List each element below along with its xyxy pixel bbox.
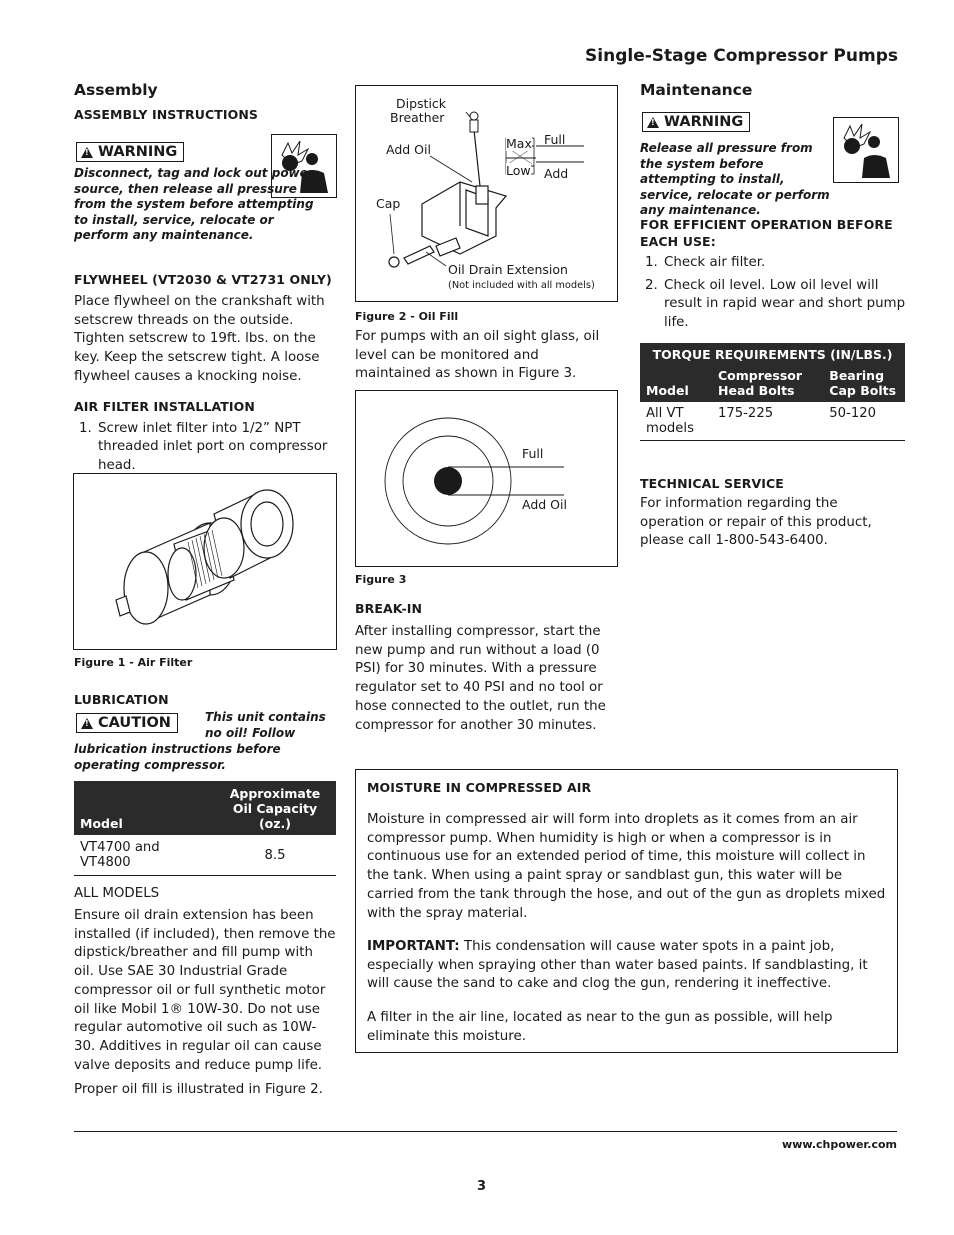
fig3-label-full: Full: [522, 446, 544, 461]
fig2-label-drain-note: (Not included with all models): [448, 280, 595, 291]
warning-triangle-icon: [647, 117, 659, 128]
assembly-column: [74, 81, 339, 476]
oil-table-cell-capacity: 8.5: [264, 847, 286, 863]
caution-label: ! CAUTION: [76, 713, 178, 733]
figure-3-caption: Figure 3: [355, 573, 407, 586]
fig2-label-add-oil: Add Oil: [386, 142, 431, 157]
moisture-paragraph-3: A filter in the air line, located as near to the gun as possible, will help eliminate this moisture.: [367, 1010, 833, 1044]
air-filter-illustration: [74, 474, 336, 649]
flywheel-heading: FLYWHEEL (VT2030 & VT2731 ONLY): [74, 272, 332, 287]
maintenance-step: 1. Check air filter.: [662, 254, 907, 273]
technical-service-heading: TECHNICAL SERVICE: [640, 476, 784, 491]
caution-text-line2: no oil! Follow: [205, 726, 296, 740]
moisture-paragraph-1: Moisture in compressed air will form into droplets as it comes from an air compressor pump. When humidity is high or when a compressor is in continuous use for an extended period of time, this moisture will collect in the tank. When using a paint spray or sandblast gun, this water will be carried from the tank through the hose, and out of the gun as droplets mixed with the spray material.: [367, 812, 886, 921]
flywheel-text: Place flywheel on the crankshaft with setscrew threads on the outside. Tighten setscrew to 19ft. lbs. on the key. Keep the setscrew tight. A loose flywheel causes a knocking noise.: [74, 294, 325, 384]
footer-url: www.chpower.com: [782, 1138, 897, 1151]
moisture-paragraph-2-text: This condensation will cause water spots in a paint job, especially when spraying other than water based paints. If sandblasting, it will cause the sand to cake and clog the gun, rendering it ineffective.: [367, 939, 868, 992]
hazard-pictogram-icon: [833, 117, 899, 183]
fig2-label-breather: Breather: [390, 110, 445, 125]
moisture-paragraph-2: [367, 938, 889, 994]
torque-table: [640, 343, 905, 441]
maintenance-step: 2. Check oil level. Low oil level will result in rapid wear and short pump life.: [662, 277, 907, 333]
assembly-warning-block: [74, 134, 339, 250]
document-title: Single-Stage Compressor Pumps: [585, 46, 898, 66]
fig2-label-drain: Oil Drain Extension: [448, 262, 568, 277]
table-row: [74, 835, 336, 876]
air-filter-steps: [74, 420, 339, 476]
page-number: 3: [477, 1179, 487, 1194]
warning-label: ! WARNING: [76, 142, 184, 162]
caution-triangle-icon: [81, 718, 93, 729]
fig2-label-cap: Cap: [376, 196, 401, 211]
figure-3-sight-glass: [355, 390, 618, 567]
torque-header-model: Model: [640, 366, 714, 402]
fig2-label-add: Add: [544, 166, 569, 181]
torque-cell-cap: 50-120: [829, 406, 877, 421]
fig2-label-dipstick: Dipstick: [396, 96, 447, 111]
lubrication-heading: LUBRICATION: [74, 692, 169, 707]
maintenance-warning-label: ! WARNING: [642, 112, 750, 132]
maintenance-warning-text: Release all pressure from the system before attempting to install, service, relocate or perform any maintenance.: [640, 141, 830, 218]
table-row: [640, 402, 905, 441]
oil-table-cell-model: VT4700 and VT4800: [80, 840, 160, 870]
sight-glass-text: For pumps with an oil sight glass, oil level can be monitored and maintained as shown in Figure 3.: [355, 329, 600, 382]
torque-cell-head: 175-225: [718, 406, 774, 421]
sight-glass-illustration: [356, 391, 617, 566]
fig3-label-add-oil: Add Oil: [522, 497, 567, 512]
caution-text-line3: lubrication instructions before operating compressor.: [74, 742, 281, 772]
technical-service-text: For information regarding the operation or repair of this product, please call 1-800-543-6400.: [640, 496, 872, 549]
figure-2-caption: Figure 2 - Oil Fill: [355, 310, 459, 323]
torque-header-head-bolts: Compressor Head Bolts: [714, 366, 825, 402]
assembly-warning-text: Disconnect, tag and lock out power source, then release all pressure from the system before attempting to install, service, relocate or perform any maintenance.: [74, 166, 314, 243]
figure-1-air-filter: [73, 473, 337, 650]
break-in-text: After installing compressor, start the new pump and run without a load (0 PSI) for 30 minutes. With a pressure regulator set to 40 PSI and no tool or hose connected to the outlet, run the compressor for another 30 minutes.: [355, 624, 606, 733]
caution-text-line1: This unit contains: [205, 710, 326, 724]
torque-header-cap-bolts: Bearing Cap Bolts: [825, 366, 905, 402]
all-models-text: Ensure oil drain extension has been installed (if included), then remove the dipstick/breather and fill pump with oil. Use SAE 30 Industrial Grade compressor oil or full synthetic motor oil like Mobil 1® 10W-30. Do not use regular automotive oil such as 10W-30. Additives in regular oil can cause valve deposits and reduce pump life.: [74, 908, 336, 1073]
warning-triangle-icon: [81, 147, 93, 158]
assembly-heading: Assembly: [74, 81, 158, 99]
fig2-label-low: Low: [506, 163, 531, 178]
moisture-heading: MOISTURE IN COMPRESSED AIR: [367, 780, 592, 795]
oil-table-header-model: Model: [74, 781, 214, 835]
fig2-label-full: Full: [544, 132, 566, 147]
efficient-operation-heading: FOR EFFICIENT OPERATION BEFORE EACH USE:: [640, 217, 893, 249]
oil-capacity-table: [74, 781, 336, 876]
important-label: IMPORTANT:: [367, 939, 460, 954]
oil-table-header-capacity: Approximate Oil Capacity (oz.): [214, 781, 336, 835]
torque-table-title: TORQUE REQUIREMENTS (IN/LBS.): [640, 343, 905, 366]
break-in-heading: BREAK-IN: [355, 601, 423, 616]
maintenance-heading: Maintenance: [640, 81, 753, 99]
figure-1-caption: Figure 1 - Air Filter: [74, 656, 193, 669]
figure-2-oil-fill: [355, 85, 618, 302]
air-filter-step: 1. Screw inlet filter into 1/2” NPT threaded inlet port on compressor head.: [96, 420, 339, 476]
torque-cell-model: All VT models: [646, 406, 694, 436]
all-models-heading: ALL MODELS: [74, 886, 160, 901]
fig2-label-max: Max: [506, 136, 532, 151]
efficient-operation-steps: [640, 254, 907, 333]
assembly-instructions-heading: ASSEMBLY INSTRUCTIONS: [74, 107, 259, 122]
air-filter-heading: AIR FILTER INSTALLATION: [74, 398, 255, 414]
footer-divider: [74, 1131, 897, 1132]
oil-fill-text: Proper oil fill is illustrated in Figure 2.: [74, 1082, 323, 1097]
moisture-box: [355, 769, 898, 1053]
